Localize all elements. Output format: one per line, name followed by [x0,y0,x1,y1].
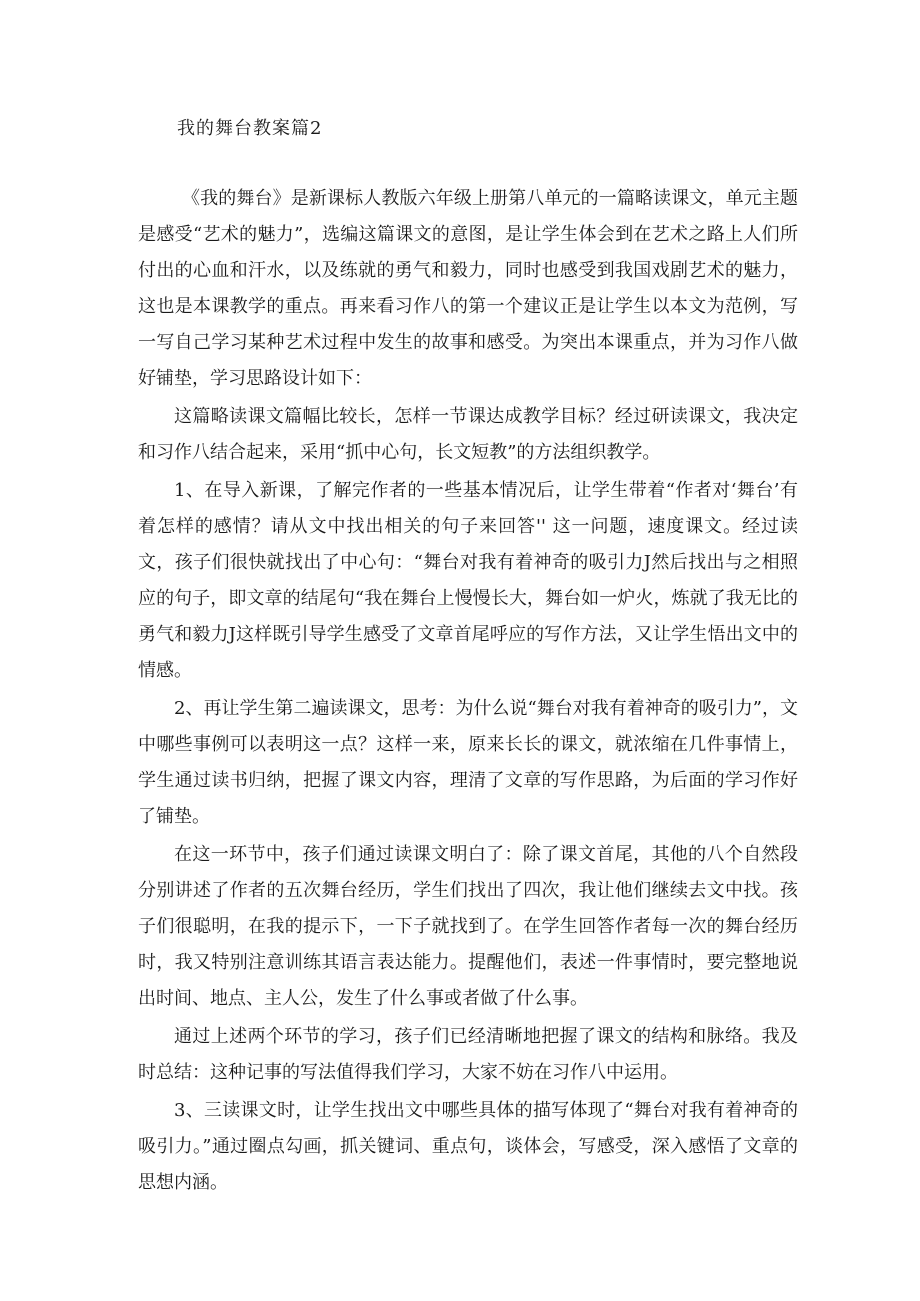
paragraph: 《我的舞台》是新课标人教版六年级上册第八单元的一篇略读课文，单元主题是感受“艺术的魅力”，选编这篇课文的意图，是让学生体会到在艺术之路上人们所付出的心血和汗水，以及练就的勇气和毅力，同时也感受到我国戏剧艺术的魅力，这也是本课教学的重点。再来看习作八的第一个建议正是让学生以本文为范例，写一写自己学习某种艺术过程中发生的故事和感受。为突出本课重点，并为习作八做好铺垫，学习思路设计如下： [138,188,798,389]
document-title: 我的舞台教案篇2 [177,118,323,139]
paragraph: 这篇略读课文篇幅比较长，怎样一节课达成教学目标？经过研读课文，我决定和习作八结合起来，采用“抓中心句，长文短教”的方法组织教学。 [138,406,798,463]
paragraph: 2、再让学生第二遍读课文，思考：为什么说“舞台对我有着神奇的吸引力”，文中哪些事例可以表明这一点？这样一来，原来长长的课文，就浓缩在几件事情上，学生通过读书归纳，把握了课文内容，理清了文章的写作思路，为后面的学习作好了铺垫。 [138,698,798,827]
paragraph: 1、在导入新课，了解完作者的一些基本情况后，让学生带着“作者对‘舞台’有着怎样的感情？请从文中找出相关的句子来回答'' 这一问题，速度课文。经过读文，孩子们很快就找出了中心句：“舞台对我有着神奇的吸引力J然后找出与之相照应的句子，即文章的结尾句“我在舞台上慢慢长大，舞台如一炉火，炼就了我无比的勇气和毅力J这样既引导学生感受了文章首尾呼应的写作方法，又让学生悟出文中的情感。 [138,480,798,681]
paragraph: 在这一环节中，孩子们通过读课文明白了：除了课文首尾，其他的八个自然段分别讲述了作者的五次舞台经历，学生们找出了四次，我让他们继续去文中找。孩子们很聪明，在我的提示下，一下子就找到了。在学生回答作者每一次的舞台经历时，我又特别注意训练其语言表达能力。提醒他们，表述一件事情时，要完整地说出时间、地点、主人公，发生了什么事或者做了什么事。 [138,844,798,1009]
paragraph: 通过上述两个环节的学习，孩子们已经清晰地把握了课文的结构和脉络。我及时总结：这种记事的写法值得我们学习，大家不妨在习作八中运用。 [138,1026,798,1083]
paragraph: 3、三读课文时，让学生找出文中哪些具体的描写体现了“舞台对我有着神奇的吸引力。”通过圈点勾画，抓关键词、重点句，谈体会，写感受，深入感悟了文章的思想内涵。 [138,1100,798,1193]
document-body [138,181,798,1203]
